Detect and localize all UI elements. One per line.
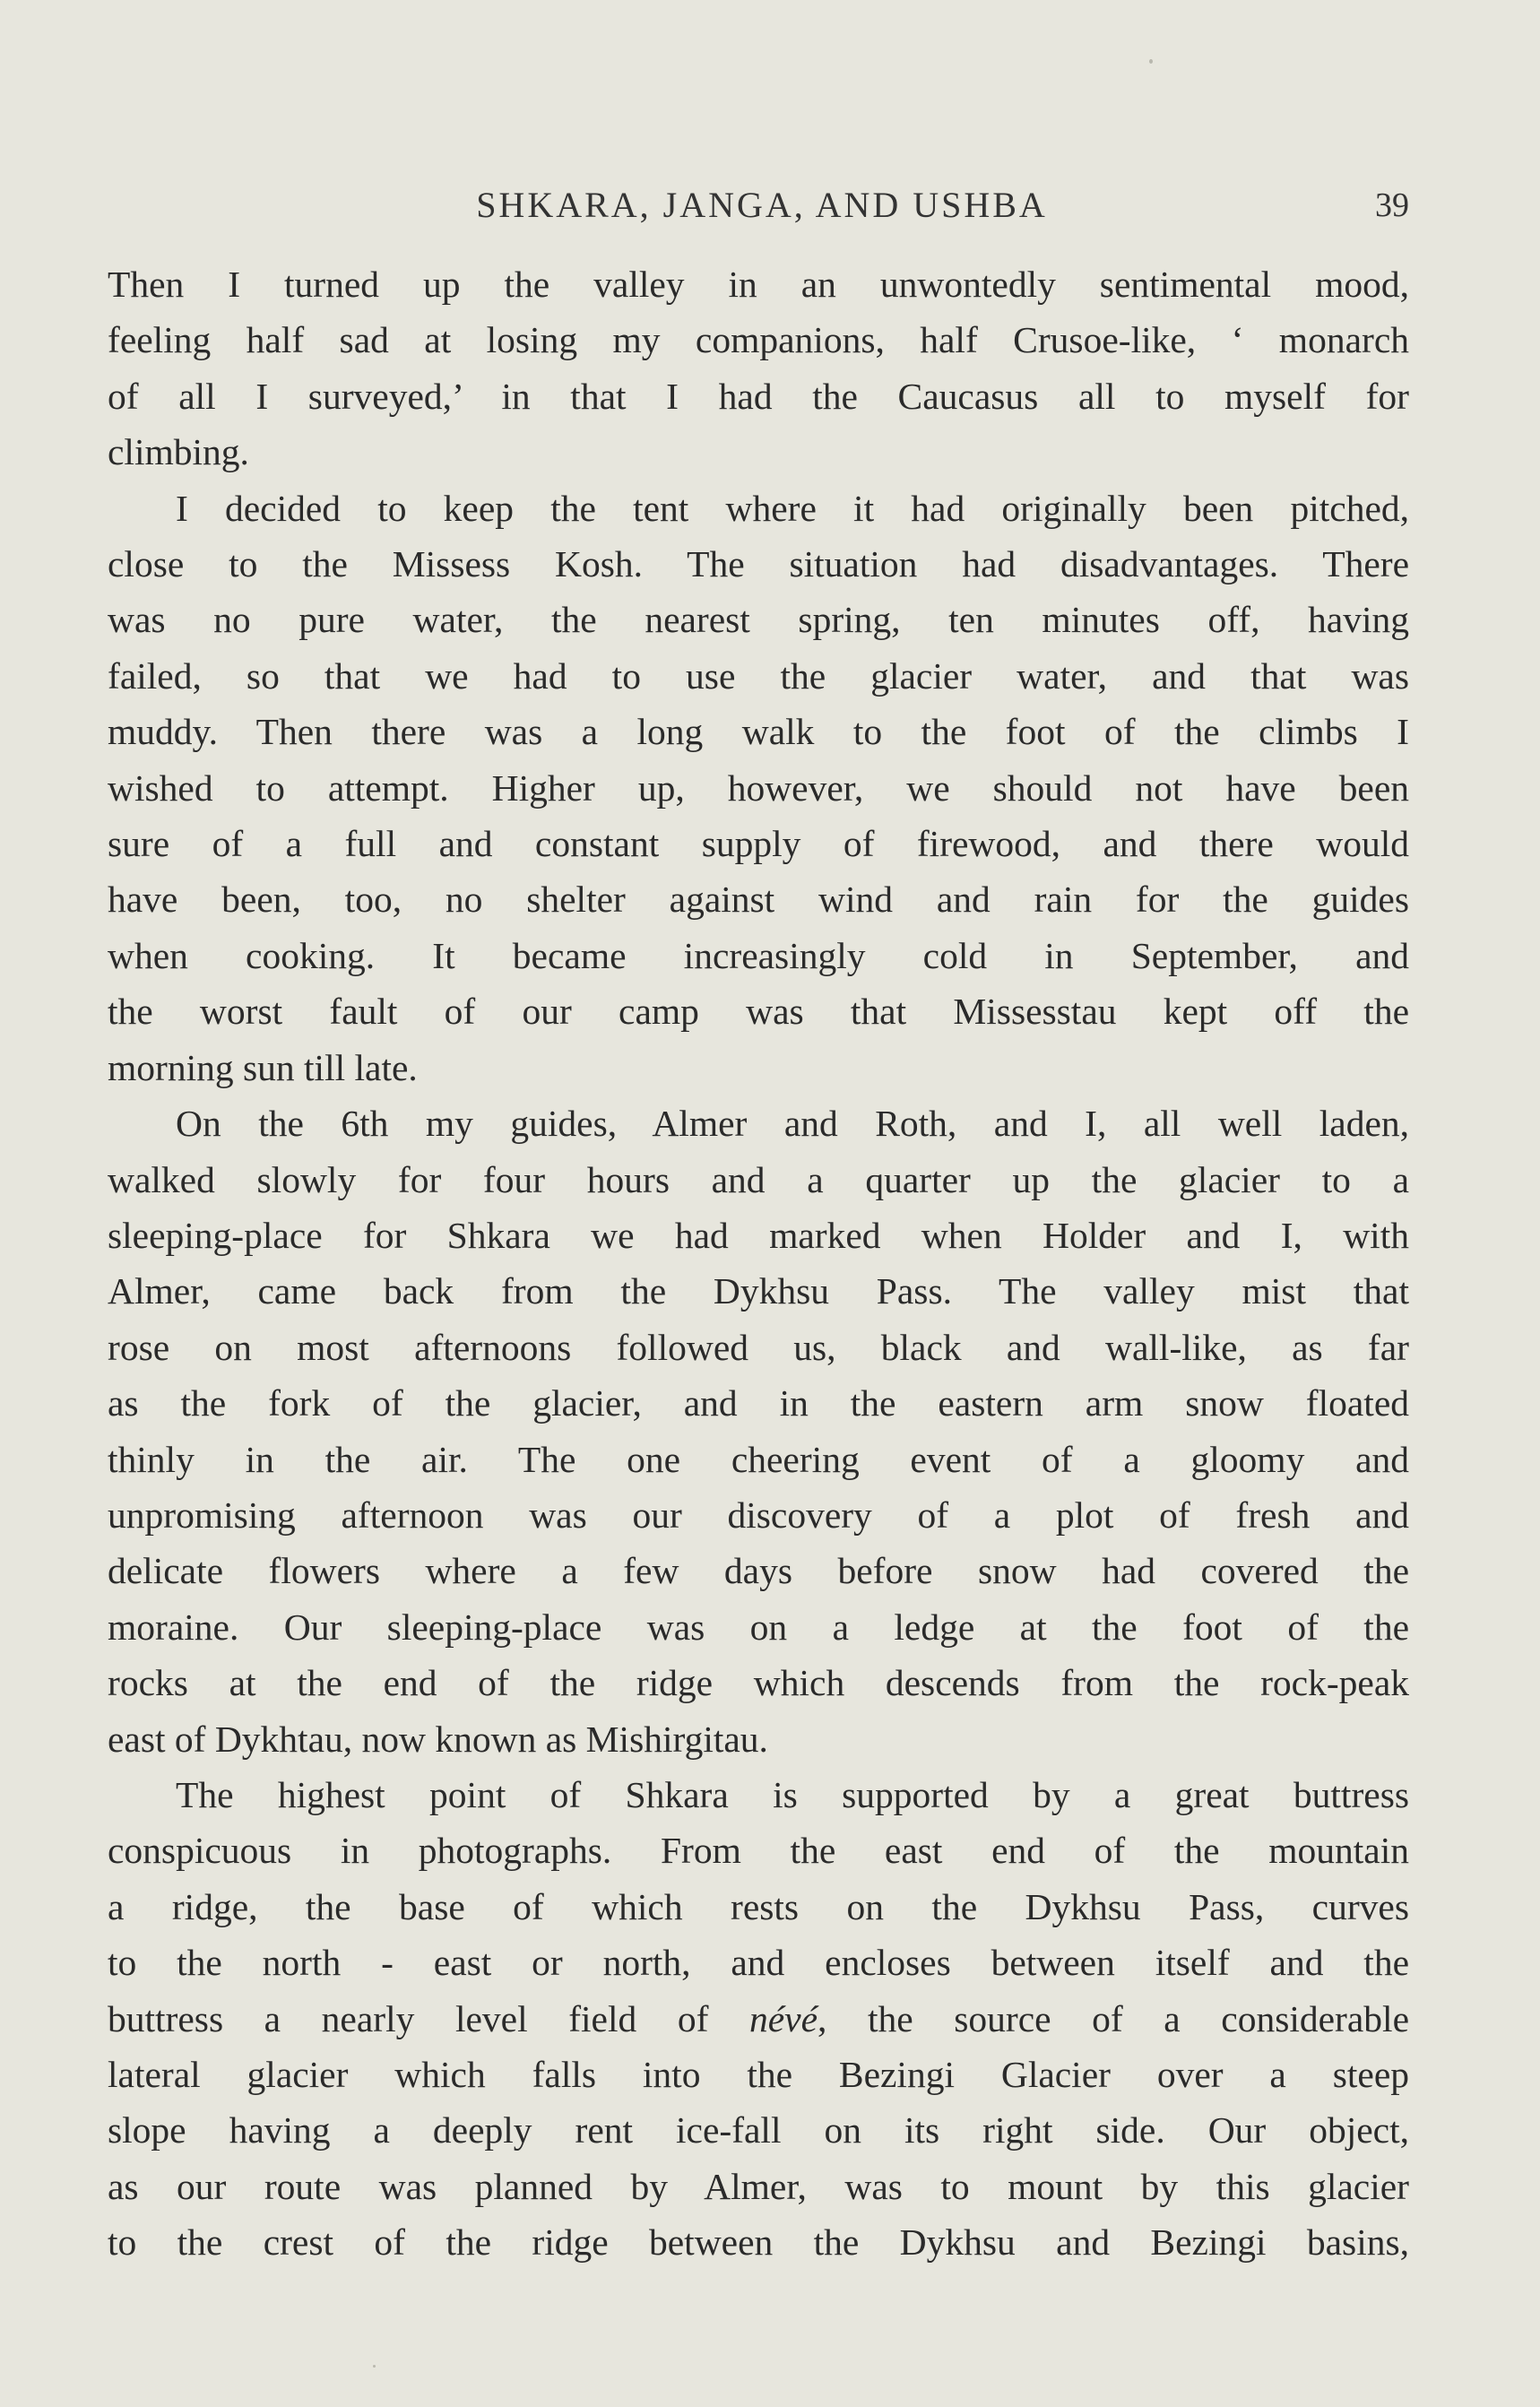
- text-line: close to the Missess Kosh. The situation had disadvantages. There: [108, 543, 1409, 585]
- italic-word: névé: [748, 1997, 818, 2039]
- text-line: delicate flowers where a few days before snow had covered the: [108, 1550, 1409, 1592]
- text-line: slope having a deeply rent ice-fall on its right side. Our object,: [108, 2109, 1409, 2152]
- text-line: I decided to keep the tent where it had originally been pitched,: [176, 487, 1409, 529]
- text-line: Almer, came back from the Dykhsu Pass. The valley mist that: [108, 1270, 1409, 1312]
- text-line: to the crest of the ridge between the Dykhsu and Bezingi basins,: [108, 2221, 1409, 2264]
- text-line: The highest point of Shkara is supported by a great buttress: [176, 1773, 1409, 1815]
- text-line: buttress a nearly level field of névé, the source of a considerable: [108, 1997, 1409, 2039]
- text-line: moraine. Our sleeping-place was on a ledge at the foot of the: [108, 1606, 1409, 1648]
- text-line: was no pure water, the nearest spring, ten minutes off, having: [108, 599, 1409, 641]
- text-line: rose on most afternoons followed us, black and wall-like, as far: [108, 1326, 1409, 1368]
- text-line: lateral glacier which falls into the Bezingi Glacier over a steep: [108, 2054, 1409, 2095]
- paragraph-4: [108, 1767, 1409, 2271]
- text-line: On the 6th my guides, Almer and Roth, and I, all well laden,: [176, 1103, 1409, 1145]
- text-line: to the north - east or north, and encloses between itself and the: [108, 1942, 1409, 1984]
- page-number: 39: [1375, 186, 1409, 224]
- text-line: thinly in the air. The one cheering event of a gloomy and: [108, 1438, 1409, 1480]
- text-line: have been, too, no shelter against wind and rain for the guides: [108, 879, 1409, 921]
- text-line: Then I turned up the valley in an unwontedly sentimental mood,: [108, 264, 1409, 305]
- paragraph-2: [108, 481, 1409, 1095]
- text-line: muddy. Then there was a long walk to the foot of the climbs I: [108, 711, 1409, 753]
- text-line: the worst fault of our camp was that Missesstau kept off the: [108, 991, 1409, 1033]
- text-line: failed, so that we had to use the glacier water, and that was: [108, 654, 1409, 697]
- text-line: as our route was planned by Almer, was to mount by this glacier: [108, 2165, 1409, 2207]
- text-line: wished to attempt. Higher up, however, we should not have been: [108, 766, 1409, 809]
- text-line: morning sun till late.: [108, 1046, 418, 1088]
- text-line: rocks at the end of the ridge which descends from the rock-peak: [108, 1662, 1409, 1704]
- text-line: of all I surveyed,’ in that I had the Caucasus all to myself for: [108, 375, 1409, 417]
- paper-speck: [1149, 59, 1153, 64]
- paragraph-1: [108, 256, 1409, 481]
- text-line: a ridge, the base of which rests on the Dykhsu Pass, curves: [108, 1885, 1409, 1927]
- text-line: sleeping-place for Shkara we had marked when Holder and I, with: [108, 1214, 1409, 1256]
- text-line: climbing.: [108, 431, 249, 473]
- paper-speck: [373, 2365, 376, 2368]
- text-line: east of Dykhtau, now known as Mishirgitau.: [108, 1718, 768, 1760]
- text-line: sure of a full and constant supply of firewood, and there would: [108, 823, 1409, 865]
- running-head: [108, 184, 1416, 229]
- text-line: feeling half sad at losing my companions, half Crusoe-like, ‘ monarch: [108, 319, 1409, 361]
- text-line: when cooking. It became increasingly cold in September, and: [108, 934, 1409, 976]
- paragraph-3: [108, 1095, 1409, 1767]
- text-line: as the fork of the glacier, and in the eastern arm snow floated: [108, 1382, 1409, 1424]
- text-line: walked slowly for four hours and a quarter up the glacier to a: [108, 1158, 1409, 1200]
- text-line: conspicuous in photographs. From the east end of the mountain: [108, 1830, 1409, 1872]
- running-title: SHKARA, JANGA, AND USHBA: [476, 185, 1048, 225]
- text-line: unpromising afternoon was our discovery of a plot of fresh and: [108, 1494, 1409, 1536]
- body-text: [108, 256, 1409, 2271]
